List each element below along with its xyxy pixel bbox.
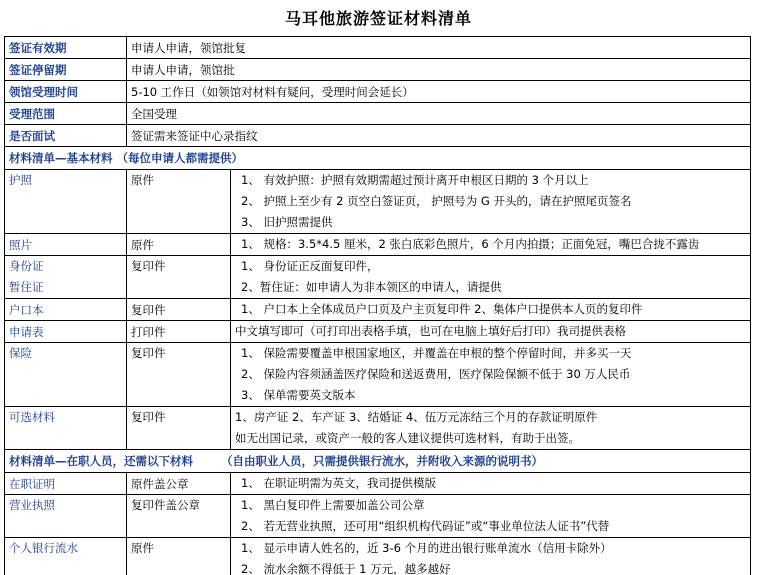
section-header-employed: [5, 450, 751, 473]
material-row-passport: [5, 170, 751, 234]
material-type: 原件盖公章: [127, 473, 231, 495]
detail-line: 1、房产证 2、车产证 3、结婚证 4、伍万元冻结三个月的存款证明原件: [235, 410, 598, 424]
material-details: [231, 256, 751, 299]
detail-line: 1、 有效护照：护照有效期需超过预计离开申根区日期的 3 个月以上: [241, 173, 589, 187]
info-row-scope: [5, 103, 751, 125]
material-type: 复印件: [127, 407, 231, 450]
info-label: 领馆受理时间: [5, 81, 127, 103]
detail-line: 1、 户口本上全体成员户口页及户主页复印件 2、集体户口提供本人页的复印件: [241, 302, 643, 316]
detail-line: 1、 保险需要覆盖申根国家地区，并覆盖在申根的整个停留时间，并多买一天: [241, 346, 632, 360]
material-row-bank-statement: [5, 538, 751, 575]
material-details: [231, 538, 751, 575]
info-row-interview: [5, 125, 751, 147]
material-details: [231, 495, 751, 538]
material-label: 可选材料: [5, 407, 127, 450]
material-type: 复印件: [127, 256, 231, 299]
detail-line: 3、 旧护照需提供: [241, 215, 333, 229]
detail-line: 2、 护照上至少有 2 页空白签证页， 护照号为 G 开头的，请在护照尾页签名: [241, 194, 632, 208]
material-details: [231, 407, 751, 450]
section-note: （自由职业人员，只需提供银行流水，并附收入来源的说明书）: [221, 454, 544, 468]
material-details: [231, 299, 751, 321]
material-type: 复印件: [127, 343, 231, 407]
info-row-stay: [5, 59, 751, 81]
material-details: [231, 343, 751, 407]
info-row-processing-time: [5, 81, 751, 103]
info-label: 签证停留期: [5, 59, 127, 81]
info-value: 签证需来签证中心录指纹: [127, 125, 751, 147]
detail-line: 1、 在职证明需为英文，我司提供模版: [241, 476, 436, 490]
materials-table: [4, 36, 751, 575]
material-label: 保险: [5, 343, 127, 407]
detail-line: 如无出国记录，或资产一般的客人建议提供可选材料，有助于出签。: [235, 431, 580, 445]
material-type: 原件: [127, 538, 231, 575]
section-title: [5, 450, 751, 473]
detail-line: 2、 若无营业执照，还可用“组织机构代码证”或“事业单位法人证书”代替: [241, 519, 610, 533]
material-label: 在职证明: [5, 473, 127, 495]
material-details: [231, 234, 751, 256]
info-value: 申请人申请，领馆批复: [127, 37, 751, 59]
material-row-insurance: [5, 343, 751, 407]
detail-line: 3、 保单需要英文版本: [241, 388, 356, 402]
material-label-line: 身份证: [9, 259, 44, 273]
material-label: [5, 256, 127, 299]
info-value: 全国受理: [127, 103, 751, 125]
detail-line: 中文填写即可（可打印出表格手填，也可在电脑上填好后打印）我司提供表格: [235, 324, 626, 338]
info-row-validity: [5, 37, 751, 59]
detail-line: 1、 显示申请人姓名的，近 3-6 个月的进出银行账单流水（信用卡除外）: [241, 541, 612, 555]
page-title: 马耳他旅游签证材料清单: [284, 9, 472, 28]
material-details: [231, 321, 751, 343]
material-label: 个人银行流水: [5, 538, 127, 575]
material-type: 打印件: [127, 321, 231, 343]
material-label: 护照: [5, 170, 127, 234]
material-row-optional: [5, 407, 751, 450]
material-type: 原件: [127, 170, 231, 234]
material-details: [231, 473, 751, 495]
section-title: 材料清单—基本材料 （每位申请人都需提供）: [5, 147, 751, 170]
section-title-text: 材料清单—在职人员，还需以下材料: [9, 454, 193, 468]
section-header-basic: [5, 147, 751, 170]
detail-line: 1、 身份证正反面复印件，: [241, 259, 379, 273]
material-type: 复印件: [127, 299, 231, 321]
material-row-household: [5, 299, 751, 321]
material-row-photo: [5, 234, 751, 256]
material-row-employment-cert: [5, 473, 751, 495]
detail-line: 2、暂住证：如申请人为非本领区的申请人，请提供: [241, 280, 502, 294]
info-label: 签证有效期: [5, 37, 127, 59]
material-details: [231, 170, 751, 234]
detail-line: 2、 保险内容须涵盖医疗保险和送返费用，医疗保险保额不低于 30 万人民币: [241, 367, 631, 381]
detail-line: 2、 流水余额不得低于 1 万元，越多越好: [241, 562, 451, 575]
material-type: 复印件盖公章: [127, 495, 231, 538]
info-value: 5-10 工作日（如领馆对材料有疑问，受理时间会延长）: [127, 81, 751, 103]
material-row-application-form: [5, 321, 751, 343]
material-label: 申请表: [5, 321, 127, 343]
material-label: 照片: [5, 234, 127, 256]
material-label: 营业执照: [5, 495, 127, 538]
info-label: 是否面试: [5, 125, 127, 147]
info-label: 受理范围: [5, 103, 127, 125]
info-value: 申请人申请，领馆批: [127, 59, 751, 81]
material-row-business-license: [5, 495, 751, 538]
detail-line: 1、 规格：3.5*4.5 厘米，2 张白底彩色照片，6 个月内拍摄；正面免冠，嘴巴合拢不露齿: [241, 237, 700, 251]
detail-line: 1、 黑白复印件上需要加盖公司公章: [241, 498, 425, 512]
material-row-id-card: [5, 256, 751, 299]
material-label: 户口本: [5, 299, 127, 321]
material-label-line: 暂住证: [9, 280, 44, 294]
material-type: 原件: [127, 234, 231, 256]
